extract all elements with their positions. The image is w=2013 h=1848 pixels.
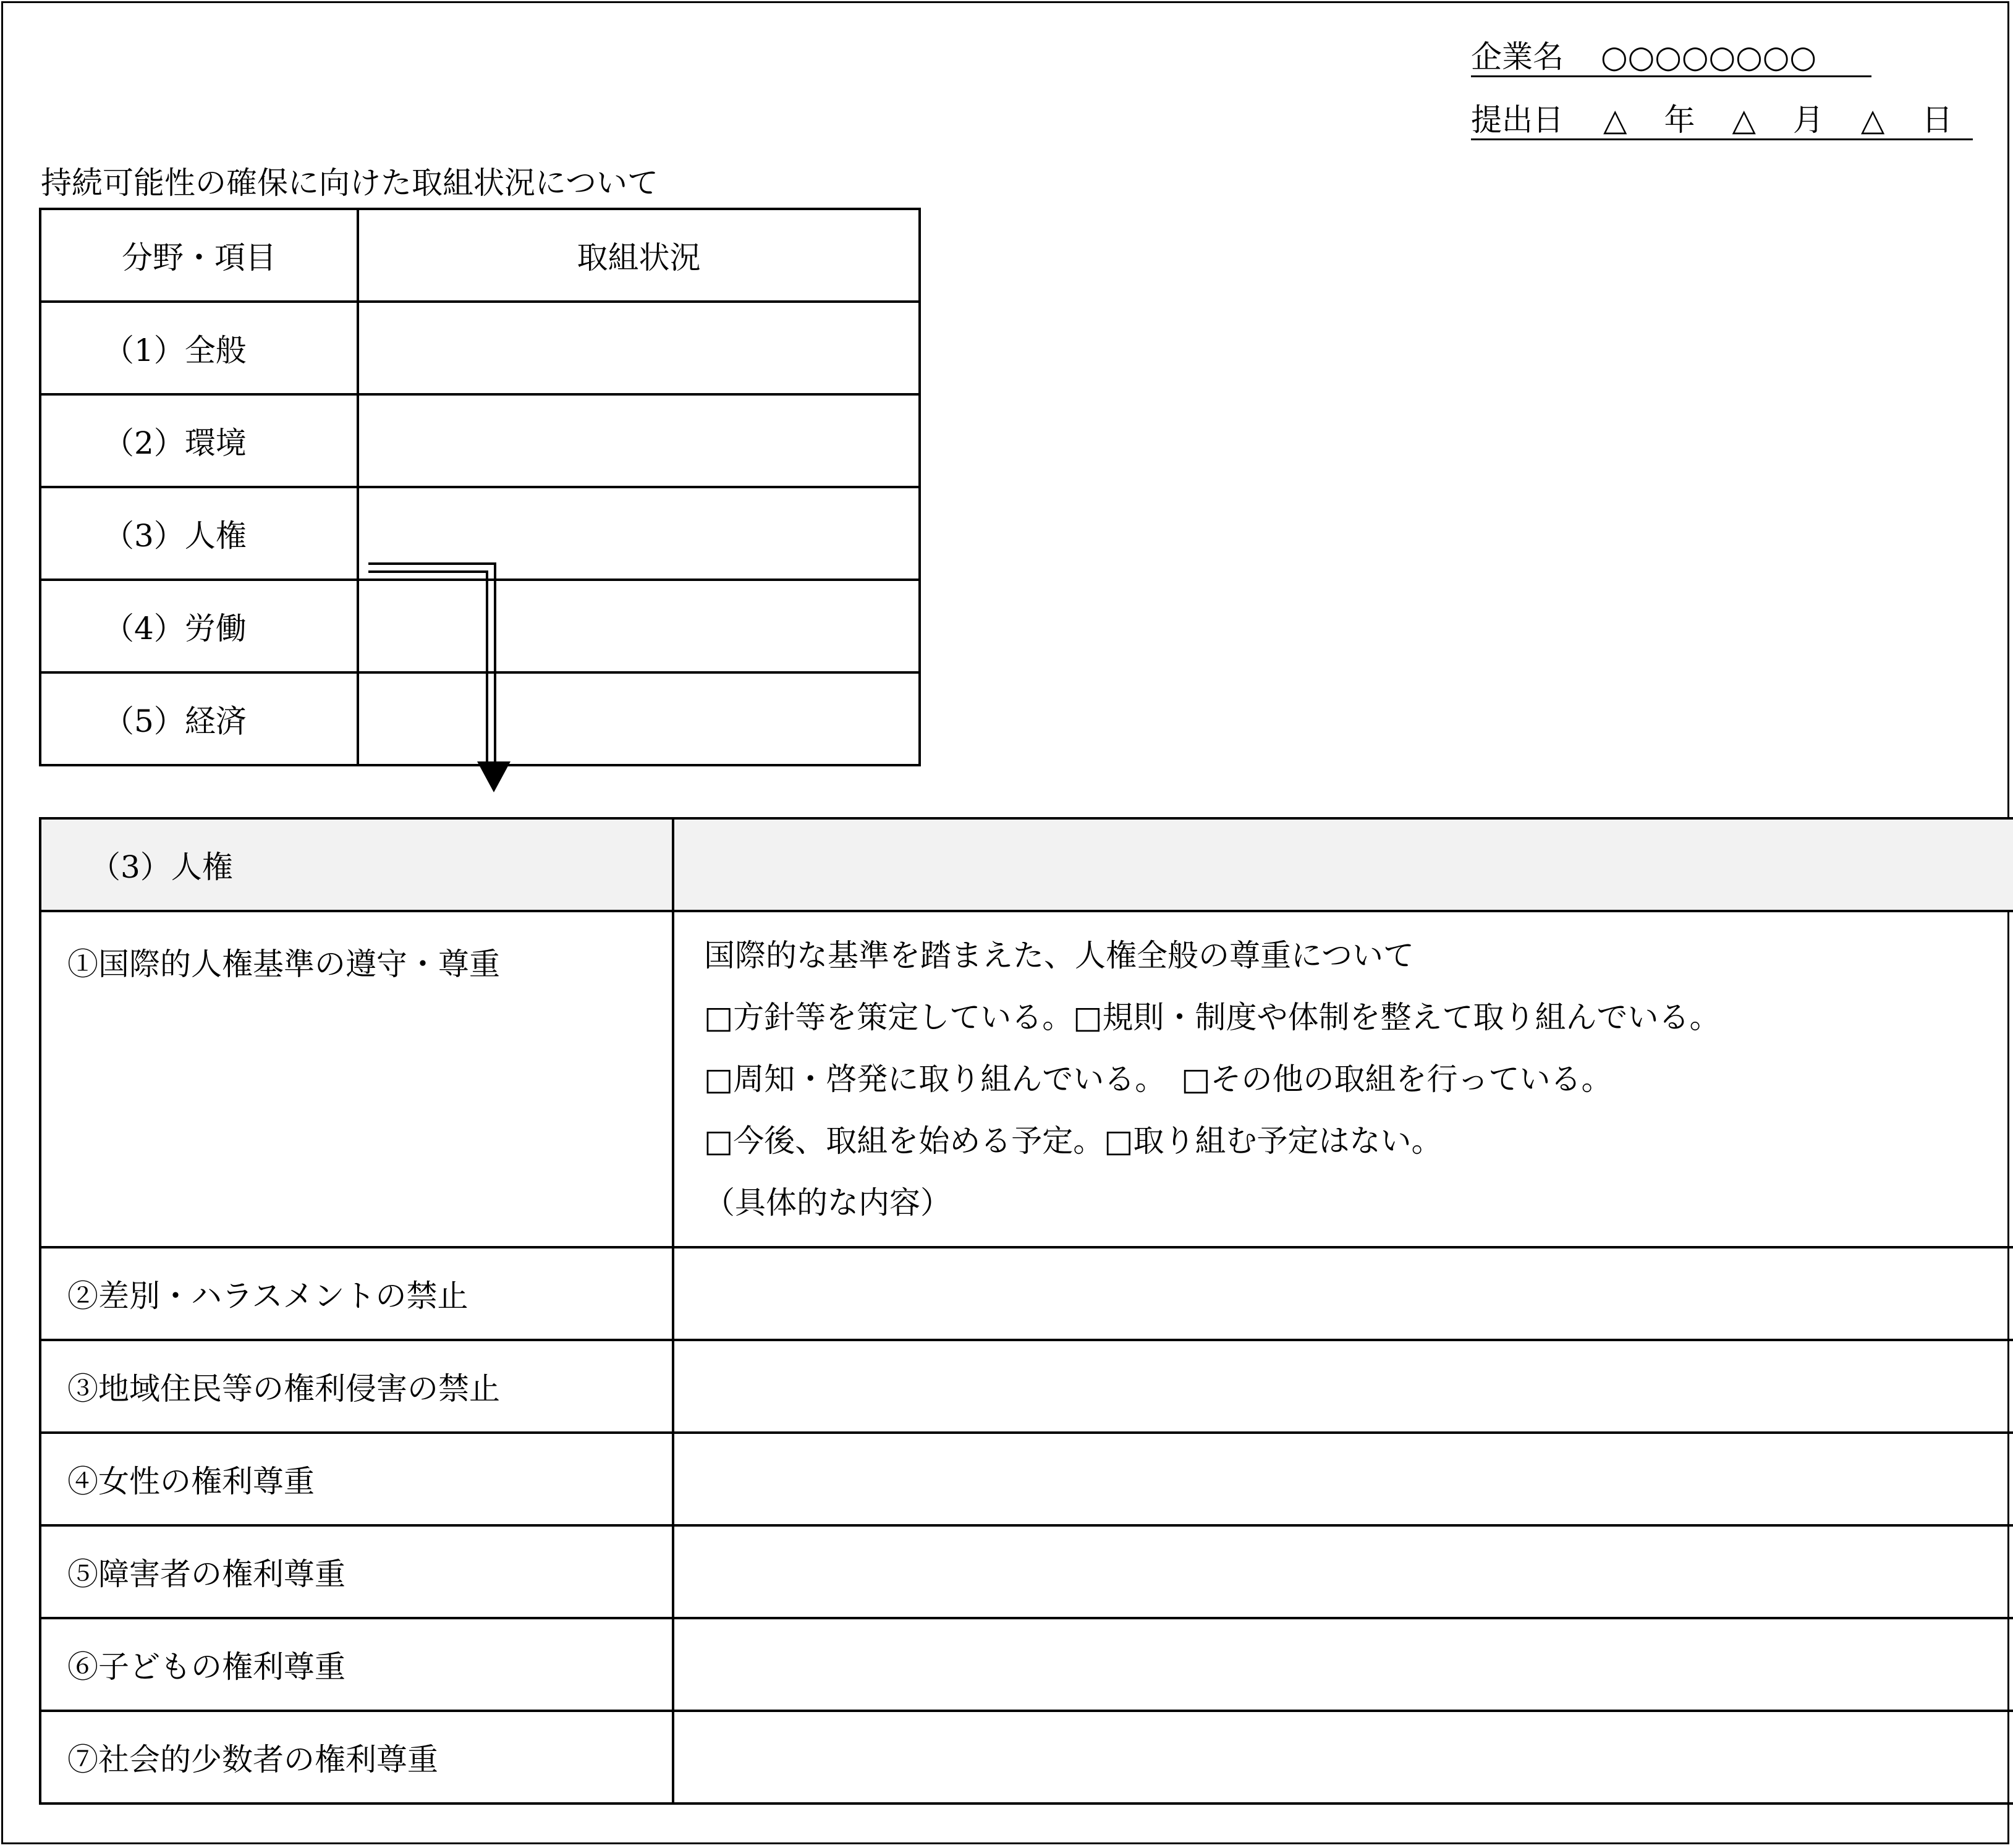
detail-row	[40, 911, 2013, 1247]
detail-row	[40, 1433, 2013, 1525]
detail-content-line: （具体的な内容）	[704, 1185, 951, 1221]
detail-row-content[interactable]	[673, 1340, 2013, 1433]
detail-row-label: ⑤障害者の権利尊重	[40, 1525, 673, 1618]
company-label: 企業名	[1471, 39, 1564, 75]
document-title: 持続可能性の確保に向けた取組状況について	[41, 165, 658, 201]
summary-row-status-cell[interactable]	[358, 580, 920, 672]
detail-row-content[interactable]	[673, 1525, 2013, 1618]
summary-row-status-cell[interactable]	[358, 394, 920, 487]
detail-row	[40, 1618, 2013, 1711]
summary-col1-header: 分野・項目	[40, 209, 358, 302]
detail-row-label: ①国際的人権基準の遵守・尊重	[40, 911, 673, 1247]
summary-table	[39, 208, 921, 766]
detail-row-label: ③地域住民等の権利侵害の禁止	[40, 1340, 673, 1433]
detail-checkbox-line[interactable]: □今後、取組を始める予定。□取り組む予定はない。	[704, 1123, 1443, 1159]
summary-row	[40, 394, 920, 487]
summary-row	[40, 580, 920, 672]
detail-row-label: ④女性の権利尊重	[40, 1433, 673, 1525]
summary-row-label: （3）人権	[40, 487, 358, 580]
date-year-unit: 年	[1664, 102, 1695, 138]
company-name-line	[1471, 38, 1871, 77]
detail-row-content[interactable]	[673, 1618, 2013, 1711]
detail-header-row	[40, 818, 2013, 911]
date-day-mark: △	[1860, 102, 1885, 138]
detail-row-content[interactable]	[673, 911, 2013, 1247]
detail-row-content[interactable]	[673, 1247, 2013, 1340]
summary-row	[40, 302, 920, 394]
date-label: 提出日	[1471, 102, 1564, 138]
date-month-mark: △	[1732, 102, 1756, 138]
detail-content-line: 国際的な基準を踏まえた、人権全般の尊重について	[704, 938, 1414, 973]
summary-row-label: （5）経済	[40, 672, 358, 765]
summary-row-status-cell[interactable]	[358, 302, 920, 394]
summary-row-label: （4）労働	[40, 580, 358, 672]
detail-row-content[interactable]	[673, 1711, 2013, 1803]
summary-row-status-cell[interactable]	[358, 672, 920, 765]
detail-header-blank	[673, 818, 2013, 911]
detail-row-content[interactable]	[673, 1433, 2013, 1525]
date-day-unit: 日	[1922, 102, 1953, 138]
summary-header-row	[40, 209, 920, 302]
detail-row	[40, 1711, 2013, 1803]
date-month-unit: 月	[1792, 102, 1824, 138]
detail-checkbox-line[interactable]: □周知・啓発に取り組んでいる。 □その他の取組を行っている。	[704, 1061, 1613, 1097]
detail-row-label: ②差別・ハラスメントの禁止	[40, 1247, 673, 1340]
summary-row-label: （1）全般	[40, 302, 358, 394]
detail-row	[40, 1247, 2013, 1340]
date-year-mark: △	[1603, 102, 1627, 138]
detail-row	[40, 1525, 2013, 1618]
detail-row-label: ⑥子どもの権利尊重	[40, 1618, 673, 1711]
detail-row-label: ⑦社会的少数者の権利尊重	[40, 1711, 673, 1803]
summary-row	[40, 672, 920, 765]
detail-row	[40, 1340, 2013, 1433]
detail-header-label: （3）人権	[40, 818, 673, 911]
summary-row-status-cell[interactable]	[358, 487, 920, 580]
summary-row	[40, 487, 920, 580]
human-rights-detail-table	[39, 817, 2013, 1805]
submission-date-line	[1471, 101, 1973, 140]
company-value: ○○○○○○○○	[1601, 39, 1817, 75]
summary-row-label: （2）環境	[40, 394, 358, 487]
summary-col2-header: 取組状況	[358, 209, 920, 302]
detail-checkbox-line[interactable]: □方針等を策定している。□規則・制度や体制を整えて取り組んでいる。	[704, 999, 1721, 1035]
